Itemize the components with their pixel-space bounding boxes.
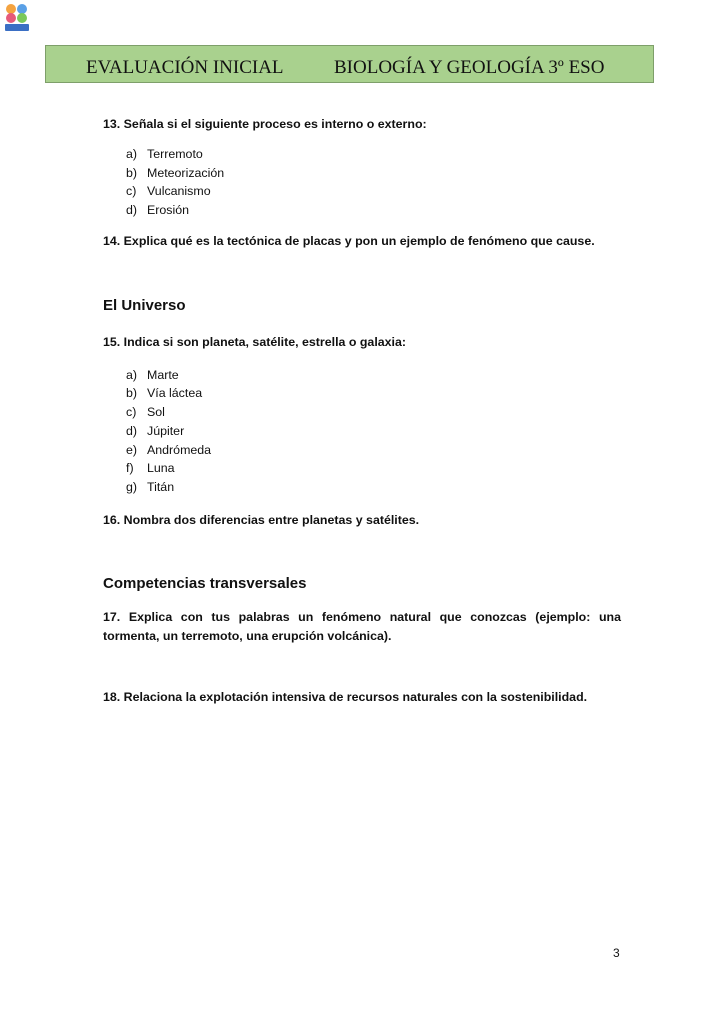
question-15: 15. Indica si son planeta, satélite, estrella o galaxia: [103, 335, 407, 349]
q15-option-g: g) Titán [126, 480, 175, 494]
section-title-competencias: Competencias transversales [103, 575, 307, 592]
recursos-eso-logo [4, 2, 30, 32]
header-band [45, 45, 654, 83]
q15-option-d: d) Júpiter [126, 424, 185, 438]
question-16: 16. Nombra dos diferencias entre planetas y satélites. [103, 513, 420, 527]
q15-option-f: f) Luna [126, 461, 175, 475]
header-title-left: EVALUACIÓN INICIAL [86, 57, 284, 78]
q13-option-c: c) Vulcanismo [126, 184, 211, 198]
header-title-right: BIOLOGÍA Y GEOLOGÍA 3º ESO [334, 57, 605, 78]
page-number: 3 [613, 946, 620, 960]
q15-option-c: c) Sol [126, 405, 165, 419]
question-14: 14. Explica qué es la tectónica de placas y pon un ejemplo de fenómeno que cause. [103, 234, 595, 248]
question-13: 13. Señala si el siguiente proceso es interno o externo: [103, 117, 427, 131]
q15-option-b: b) Vía láctea [126, 386, 203, 400]
q13-option-b: b) Meteorización [126, 166, 225, 180]
question-17: 17. Explica con tus palabras un fenómeno natural que conozcas (ejemplo: una tormenta, un terremoto, una erupción volcánica). [103, 610, 621, 643]
q15-option-e: e) Andrómeda [126, 443, 212, 457]
q13-option-d: d) Erosión [126, 203, 190, 217]
question-18: 18. Relaciona la explotación intensiva de recursos naturales con la sostenibilidad. [103, 690, 588, 704]
section-title-universe: El Universo [103, 297, 186, 314]
q13-option-a: a) Terremoto [126, 147, 203, 161]
q15-option-a: a) Marte [126, 368, 179, 382]
